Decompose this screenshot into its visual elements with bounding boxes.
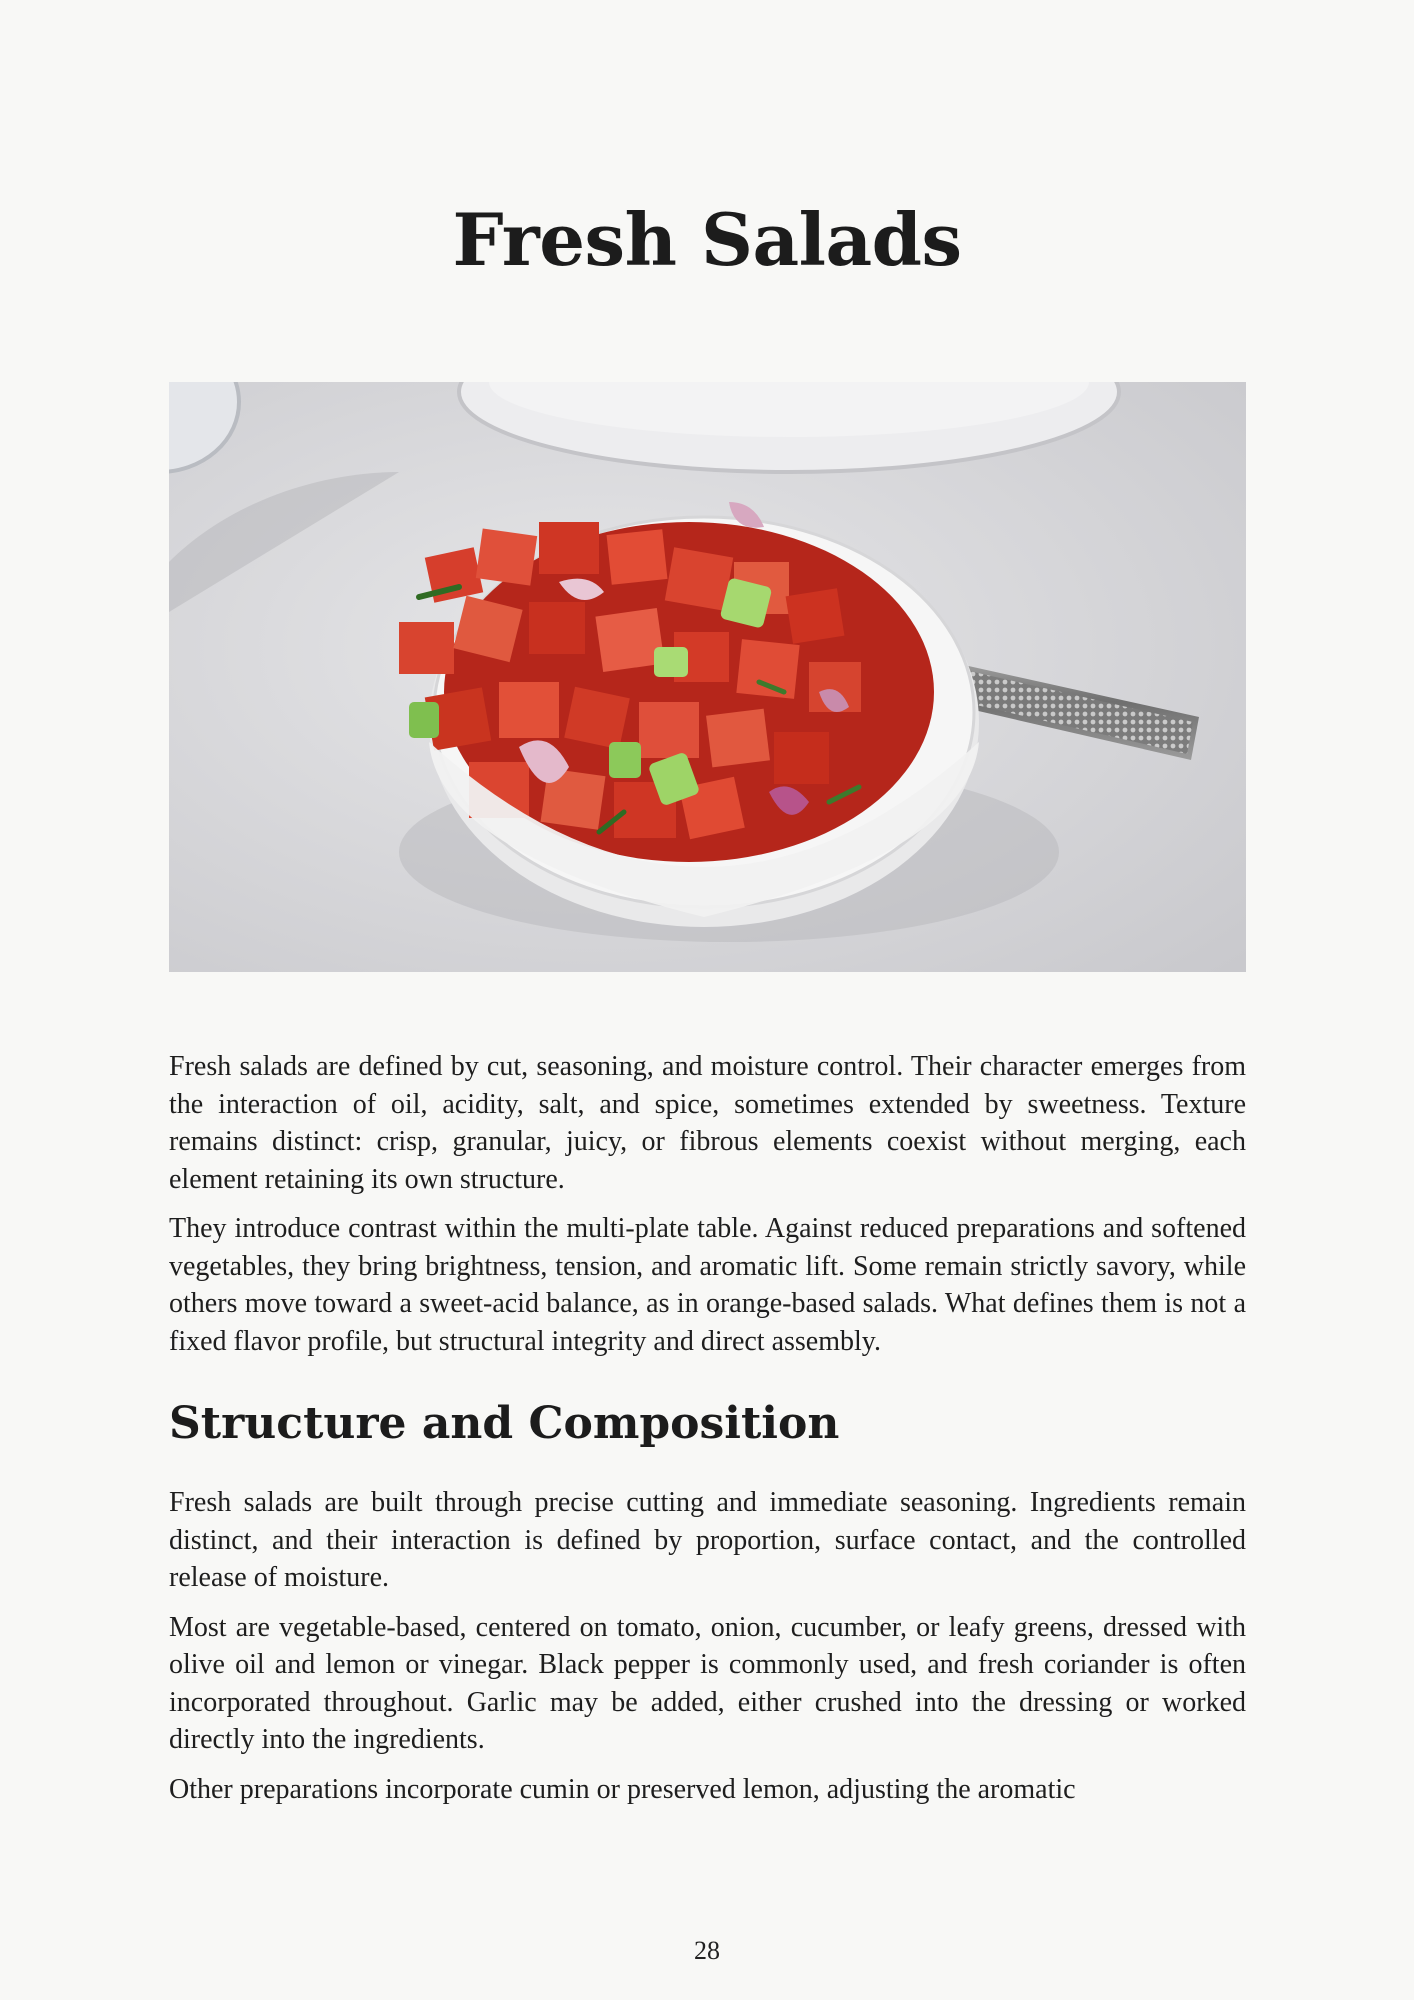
section-heading: Structure and Composition	[169, 1398, 840, 1449]
salad-photo-illustration	[169, 382, 1246, 972]
section-paragraph-3: Other preparations incorporate cumin or preserved lemon, adjusting the aromatic	[169, 1773, 1076, 1805]
page-body	[169, 1048, 1246, 1820]
section-paragraph-2: Most are vegetable-based, centered on tomato, onion, cucumber, or leafy greens, dressed with olive oil and lemon or vinegar. Black pepper is commonly used, and fresh coriander is often incorporated throughout. Garlic may be added, either crushed into the dressing or worked directly into the ingredients.	[169, 1611, 1246, 1755]
page-title: Fresh Salads	[452, 197, 962, 282]
intro-paragraph-1: Fresh salads are defined by cut, seasoning, and moisture control. Their character emerges from the interaction of oil, acidity, salt, and spice, sometimes extended by sweetness. Texture remains distinct: crisp, granular, juicy, or fibrous elements coexist without merging, each element retaining its own structure.	[169, 1051, 1246, 1195]
section-paragraph-1: Fresh salads are built through precise cutting and immediate seasoning. Ingredients remain distinct, and their interaction is defined by proportion, surface contact, and the controlled release of moisture.	[169, 1487, 1246, 1593]
page-number: 28	[694, 1936, 720, 1965]
intro-paragraph-2: They introduce contrast within the multi-plate table. Against reduced preparations and softened vegetables, they bring brightness, tension, and aromatic lift. Some remain strictly savory, while others move toward a sweet-acid balance, as in orange-based salads. What defines them is not a fixed flavor profile, but structural integrity and direct assembly.	[169, 1213, 1246, 1357]
salad-photo	[169, 382, 1246, 972]
